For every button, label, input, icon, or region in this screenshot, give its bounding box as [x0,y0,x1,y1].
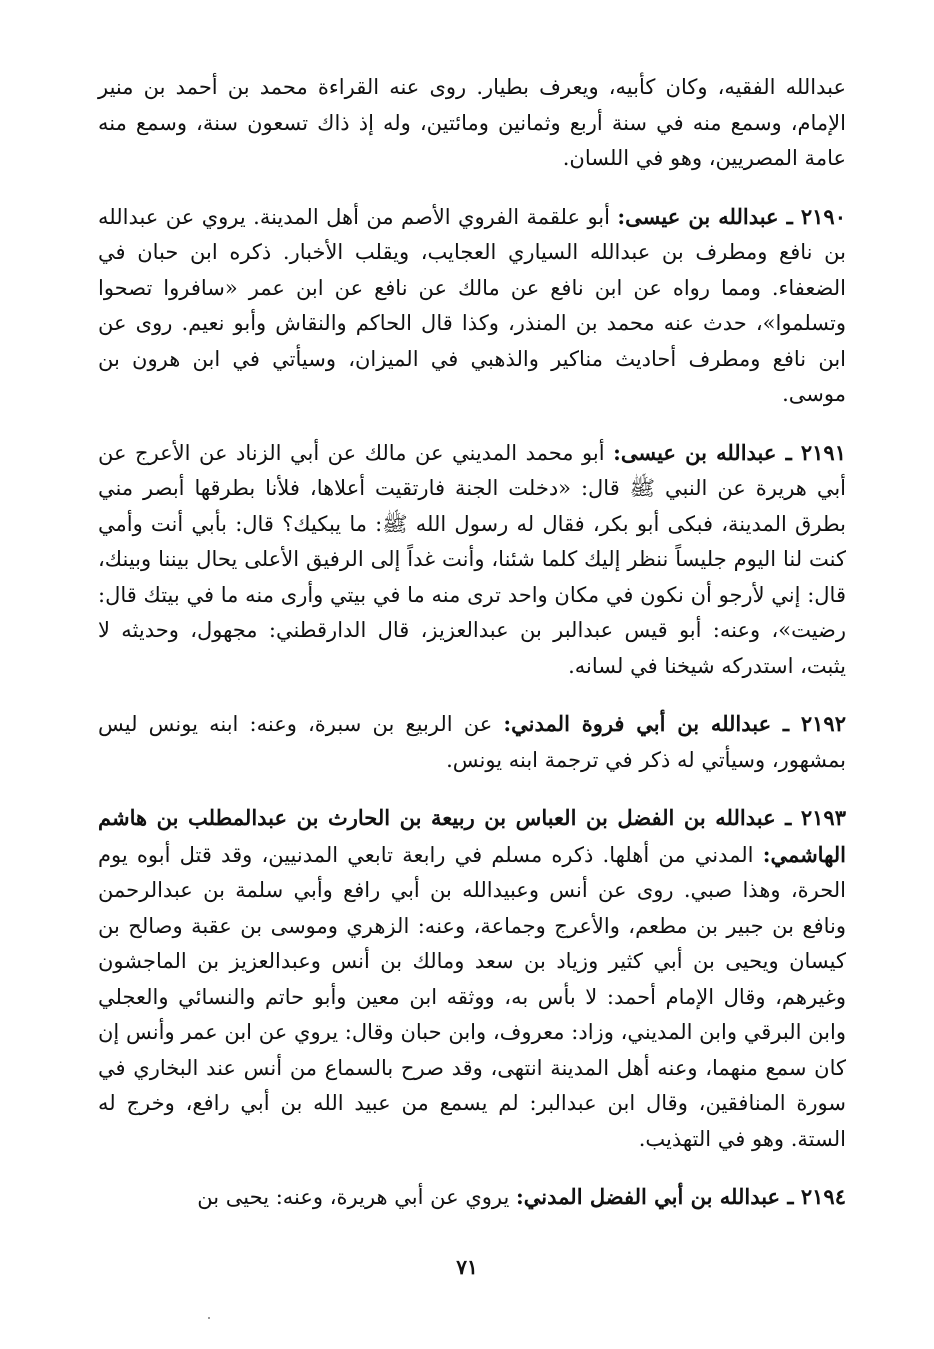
entry-text: المدني من أهلها. ذكره مسلم في رابعة تابعي المدنيين، وقد قتل أبوه يوم الحرة، وهذا صبي. روى عن أنس وعبيدالله بن أبي رافع وأبي سلمة بن عبدالرحمن ونافع بن جبير بن مطعم، والأعرج وجماعة، وعنه: الزهري وموسى بن عقبة وصالح بن كيسان ويحيى بن أبي كثير وزياد بن سعد ومالك بن أنس وعبدالعزيز بن الماجشون وغيرهم، وقال الإمام أحمد: لا بأس به، ووثقه ابن معين وأبو حاتم والنسائي والعجلي وابن البرقي وابن المديني، وزاد: معروف، وابن حبان وقال: يروي عن ابن عمر وأنس إن كان سمع منهما، وعنه أهل المدينة انتهى، وقد صرح بالسماع من أنس عند البخاري في سورة المنافقين، وقال ابن عبدالبر: لم يسمع من عبيد الله بن أبي رافع، وخرج له الستة. وهو في التهذيب. [98,842,847,1151]
entry-text: أبو علقمة الفروي الأصم من أهل المدينة. يروي عن عبدالله بن نافع ومطرف بن عبدالله السياري العجايب، ويقلب الأخبار. ذكره ابن حبان في الضعفاء. ومما رواه عن ابن نافع عن مالك عن نافع عن ابن عمر «سافروا تصحوا وتسلموا»، حدث عنه محمد بن المنذر، وكذا قال الحاكم والنقاش وأبو نعيم. روى عن ابن نافع ومطرف أحاديث مناكير والذهبي في الميزان، وسيأتي في ابن هرون بن موسى. [98,204,846,406]
entry-2191 [98,435,846,685]
entry-heading: ٢١٩٤ ـ عبدالله بن أبي الفضل المدني: [516,1184,846,1209]
entry-text: أبو محمد المديني عن مالك عن أبي الزناد عن الأعرج عن أبي هريرة عن النبي ﷺ قال: «دخلت الجنة فارتقيت أعلاها، فلأنا بطرقها أبصر مني بطرق المدينة، فبكى أبو بكر، فقال له رسول الله ﷺ: ما يبكيك؟ قال: بأبي أنت وأمي كنت لنا اليوم جليساً ننظر إليك كلما شئنا، وأنت غداً إلى الرفيق الأعلى يحال بيننا وبينك، قال: إني لأرجو أن نكون في مكان واحد ترى منه ما في بيتي وأرى منه ما في بيتك قال: رضيت»، وعنه: أبو قيس عبدالبر بن عبدالعزيز، قال الدارقطني: مجهول، وحديثه لا يثبت، استدركه شيخنا في لسانه. [98,440,846,678]
page-number: ٧١ [456,1255,478,1279]
entry-heading: ٢١٩٢ ـ عبدالله بن أبي فروة المدني: [503,711,846,736]
intro-text: عبدالله الفقيه، وكان كأبيه، ويعرف بطيار. روى عنه القراءة محمد بن أحمد بن منير الإمام، وسمع منه في سنة أربع وثمانين ومائتين، وله إذ ذاك تسعون سنة، وسمع منه عامة المصريين، وهو في اللسان. [98,75,846,170]
entry-heading: ٢١٩٠ ـ عبدالله بن عيسى: [617,203,846,229]
entry-2194 [98,1179,846,1216]
entry-text: يروي عن أبي هريرة، وعنه: يحيى بن [197,1185,517,1209]
entry-2192 [98,706,846,778]
entry-heading: ٢١٩٣ ـ عبدالله بن الفضل بن العباس بن ربيعة بن الحارث بن عبدالمطلب بن هاشم الهاشمي: [98,805,846,867]
intro-paragraph [98,70,846,177]
entry-text: عن الربيع بن سبرة، وعنه: ابنه يونس ليس بمشهور، وسيأتي له ذكر في ترجمة ابنه يونس. [98,712,846,772]
page-body [98,70,846,1216]
entry-2193 [98,800,846,1157]
entry-heading: ٢١٩١ ـ عبدالله بن عيسى: [613,439,846,465]
scan-speck [208,1317,210,1319]
entry-2190 [98,199,846,413]
